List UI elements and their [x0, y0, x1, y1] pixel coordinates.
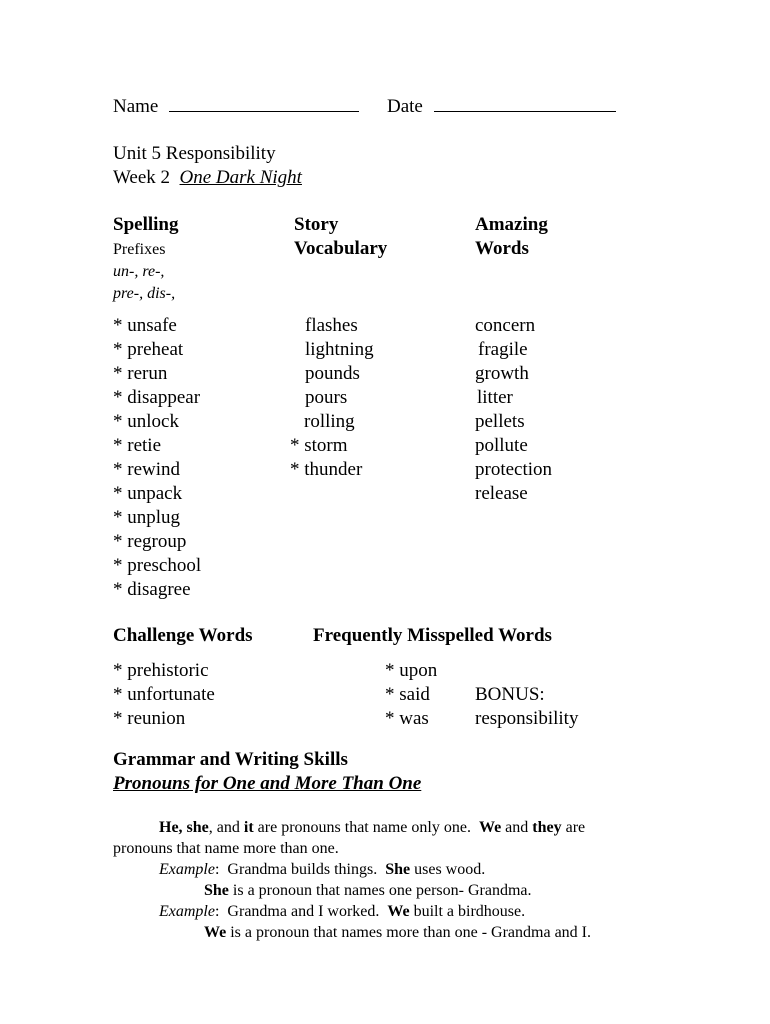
list-item: pellets [475, 411, 525, 432]
text: and [501, 819, 533, 836]
pronoun-she: She [385, 861, 411, 878]
grammar-subheading: Pronouns for One and More Than One [113, 773, 422, 794]
date-field [387, 94, 616, 119]
bonus-word: responsibility [475, 708, 579, 729]
grammar-heading: Grammar and Writing Skills [113, 749, 348, 770]
list-item: * upon [385, 660, 438, 681]
list-item: * thunder [290, 459, 363, 480]
pronoun-she: She [204, 882, 229, 899]
amazing-heading-line1: Amazing [475, 214, 548, 235]
text: uses wood. [410, 861, 486, 878]
name-label: Name [113, 96, 159, 117]
amazing-heading-line2: Words [475, 238, 529, 259]
list-item: pounds [305, 363, 360, 384]
list-item: * disappear [113, 387, 201, 408]
text: is a pronoun that names more than one - Grandma and I. [226, 924, 591, 941]
list-item: * said [385, 684, 430, 705]
list-item: * unpack [113, 483, 183, 504]
text: is a pronoun that names one person- Grandma. [228, 882, 532, 899]
bonus-label: BONUS: [475, 684, 545, 705]
list-item: release [475, 483, 528, 504]
example-1 [159, 859, 485, 880]
pronoun-they: they [532, 819, 562, 836]
text: built a birdhouse. [409, 903, 526, 920]
pronoun-he-she: He, she [159, 819, 209, 836]
example-2 [159, 901, 525, 922]
vocabulary-heading-line2: Vocabulary [294, 238, 388, 259]
text: , and [208, 819, 244, 836]
prefix-list-line2: pre-, dis-, [113, 285, 176, 302]
spelling-word-list [113, 314, 201, 602]
list-item: * unlock [113, 411, 179, 432]
story-title: One Dark Night [179, 167, 302, 188]
list-item: pours [305, 387, 348, 408]
list-item: litter [477, 387, 513, 408]
vocabulary-heading-line1: Story [294, 214, 339, 235]
text: are [561, 819, 586, 836]
text: are pronouns that name only one. [253, 819, 479, 836]
challenge-heading: Challenge Words [113, 625, 253, 646]
vocabulary-word-list [290, 314, 374, 482]
example-1-explanation [204, 880, 532, 901]
list-item: * unplug [113, 507, 181, 528]
example-2-explanation [204, 922, 591, 943]
list-item: pollute [475, 435, 528, 456]
date-label: Date [387, 96, 423, 117]
list-item: * preschool [113, 555, 202, 576]
amazing-word-list [475, 314, 552, 506]
prefixes-subheading: Prefixes [113, 241, 166, 258]
text: : Grandma builds things. [214, 861, 386, 878]
spelling-heading: Spelling [113, 214, 179, 235]
pronoun-we: We [478, 819, 502, 836]
name-field [113, 94, 359, 119]
list-item: * unsafe [113, 315, 177, 336]
pronoun-we: We [204, 924, 227, 941]
grammar-paragraph-line2: pronouns that name more than one. [113, 840, 339, 857]
text: : Grandma and I worked. [214, 903, 388, 920]
week-line [113, 166, 302, 190]
list-item: * retie [113, 435, 162, 456]
list-item: protection [475, 459, 553, 480]
list-item: rolling [304, 411, 355, 432]
pronoun-we: We [387, 903, 410, 920]
list-item: growth [475, 363, 529, 384]
example-label: Example [159, 861, 215, 878]
list-item: * rerun [113, 363, 168, 384]
unit-title: Unit 5 Responsibility [113, 143, 276, 164]
list-item: * reunion [113, 708, 186, 729]
prefix-list-line1: un-, re-, [113, 263, 165, 280]
list-item: fragile [478, 339, 528, 360]
list-item: * rewind [113, 459, 181, 480]
list-item: * was [385, 708, 429, 729]
grammar-paragraph-line1 [159, 817, 585, 838]
week-prefix: Week 2 [113, 167, 171, 188]
list-item: * prehistoric [113, 660, 209, 681]
list-item: flashes [305, 315, 358, 336]
list-item: lightning [305, 339, 374, 360]
pronoun-it: it [243, 819, 254, 836]
name-blank[interactable] [169, 94, 359, 112]
date-blank[interactable] [434, 94, 616, 112]
list-item: * regroup [113, 531, 187, 552]
list-item: * storm [290, 435, 348, 456]
misspelled-heading: Frequently Misspelled Words [313, 625, 552, 646]
list-item: concern [475, 315, 536, 336]
list-item: * unfortunate [113, 684, 215, 705]
challenge-word-list [113, 659, 215, 731]
misspelled-word-list [385, 659, 437, 731]
example-label: Example [159, 903, 215, 920]
list-item: * disagree [113, 579, 191, 600]
list-item: * preheat [113, 339, 184, 360]
